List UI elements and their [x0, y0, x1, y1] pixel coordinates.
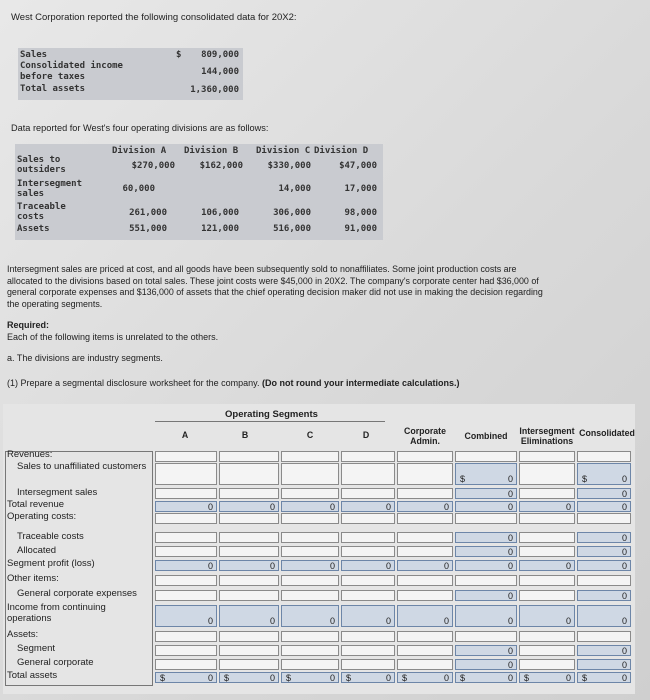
worksheet-input-cell[interactable] — [155, 590, 217, 601]
worksheet-input-cell[interactable] — [455, 513, 517, 524]
worksheet-input-cell[interactable] — [455, 672, 517, 683]
col-header-eliminations: Intersegment Eliminations — [519, 426, 575, 446]
worksheet-input-cell[interactable] — [155, 672, 217, 683]
worksheet-input-cell[interactable] — [577, 560, 631, 571]
worksheet-input-cell[interactable] — [281, 590, 339, 601]
worksheet-cell-value: 0 — [385, 673, 391, 683]
division-cell: 60,000 — [122, 184, 155, 194]
row-label-allocated: Allocated — [17, 545, 57, 556]
worksheet-cell-value: 0 — [507, 561, 513, 571]
consolidated-label-income: Consolidated income before taxes — [20, 61, 123, 82]
worksheet-cell-value: 0 — [565, 502, 571, 512]
worksheet-cell-value: 0 — [443, 616, 449, 626]
worksheet-input-cell[interactable] — [577, 605, 631, 627]
dollar-sign: $ — [460, 673, 466, 683]
worksheet-input-cell[interactable] — [281, 659, 339, 670]
row-label-sales-unaffiliated: Sales to unaffiliated customers — [17, 461, 147, 472]
consolidated-value-sales: 809,000 — [201, 50, 239, 60]
part-1-text: (1) Prepare a segmental disclosure worksheet for the company. — [7, 378, 260, 388]
worksheet-input-cell[interactable] — [155, 488, 217, 499]
dollar-sign: $ — [582, 673, 588, 683]
worksheet-input-cell[interactable] — [219, 488, 279, 499]
worksheet-input-cell[interactable] — [281, 463, 339, 485]
division-cell: $162,000 — [199, 161, 243, 171]
worksheet-input-cell[interactable] — [219, 463, 279, 485]
consolidated-label-assets: Total assets — [20, 84, 86, 94]
divisions-data-table — [15, 144, 383, 240]
division-header-a: Division A — [112, 146, 167, 156]
dollar-sign: $ — [224, 673, 230, 683]
worksheet-cell-value: 0 — [621, 533, 627, 543]
intro-text: West Corporation reported the following consolidated data for 20X2: — [11, 12, 297, 23]
row-label-total-revenue: Total revenue — [7, 499, 65, 510]
worksheet-cell-value: 0 — [507, 616, 513, 626]
worksheet-input-cell[interactable] — [219, 532, 279, 543]
division-cell: 17,000 — [344, 184, 377, 194]
worksheet-cell-value: 0 — [565, 673, 571, 683]
worksheet-input-cell[interactable] — [519, 451, 575, 462]
worksheet-input-cell[interactable] — [397, 501, 453, 512]
division-cell: $330,000 — [267, 161, 311, 171]
required-block — [7, 320, 218, 343]
dollar-sign: $ — [402, 673, 408, 683]
worksheet-input-cell[interactable] — [155, 451, 217, 462]
worksheet-cell-value: 0 — [507, 474, 513, 484]
worksheet-cell-value: 0 — [621, 561, 627, 571]
worksheet-input-cell[interactable] — [397, 659, 453, 670]
row-label-segment-profit: Segment profit (loss) — [7, 558, 95, 569]
worksheet-input-cell[interactable] — [341, 546, 395, 557]
worksheet-input-cell[interactable] — [577, 645, 631, 656]
dollar-sign: $ — [524, 673, 530, 683]
problem-paragraph: Intersegment sales are priced at cost, and all goods have been subsequently sold to nonaffiliates. Some joint production costs are allocated to the divisions based on total sales. These joint costs were $45,000 in 20X2. The company's corporate center had $36,000 of general corporate expenses and $136,000 of assets that the chief operating decision maker did not use in making the decision regarding the operating segments. — [7, 264, 543, 309]
worksheet-cell-value: 0 — [621, 489, 627, 499]
worksheet-input-cell[interactable] — [397, 451, 453, 462]
worksheet-cell-value: 0 — [269, 502, 275, 512]
worksheet-input-cell[interactable] — [397, 672, 453, 683]
col-header-b: B — [241, 430, 249, 440]
row-label-other-items: Other items: — [7, 573, 59, 584]
dollar-sign: $ — [582, 474, 588, 484]
worksheet-input-cell[interactable] — [219, 605, 279, 627]
worksheet-input-cell[interactable] — [455, 590, 517, 601]
col-header-d: D — [362, 430, 370, 440]
worksheet-input-cell[interactable] — [577, 590, 631, 601]
worksheet-cell-value: 0 — [443, 673, 449, 683]
worksheet-input-cell[interactable] — [219, 672, 279, 683]
worksheet-input-cell[interactable] — [281, 513, 339, 524]
worksheet-input-cell[interactable] — [519, 532, 575, 543]
worksheet-input-cell[interactable] — [577, 659, 631, 670]
worksheet-input-cell[interactable] — [519, 575, 575, 586]
worksheet-input-cell[interactable] — [219, 631, 279, 642]
division-cell: 551,000 — [129, 224, 167, 234]
division-cell: 516,000 — [273, 224, 311, 234]
row-label-intersegment-sales: Intersegment sales — [17, 487, 98, 498]
worksheet-cell-value: 0 — [207, 616, 213, 626]
worksheet-input-cell[interactable] — [155, 532, 217, 543]
worksheet-input-cell[interactable] — [155, 575, 217, 586]
worksheet-input-cell[interactable] — [155, 605, 217, 627]
worksheet-input-cell[interactable] — [281, 488, 339, 499]
part-a-text: a. The divisions are industry segments. — [7, 353, 163, 363]
worksheet-input-cell[interactable] — [219, 645, 279, 656]
division-row-label: Sales to outsiders — [17, 155, 66, 175]
row-label-general-corporate: General corporate — [17, 657, 94, 668]
worksheet-cell-value: 0 — [507, 591, 513, 601]
worksheet-input-cell[interactable] — [281, 501, 339, 512]
worksheet-input-cell[interactable] — [281, 645, 339, 656]
row-label-general-corporate-expenses: General corporate expenses — [17, 588, 137, 599]
worksheet-input-cell[interactable] — [519, 463, 575, 485]
worksheet-input-cell[interactable] — [455, 463, 517, 485]
worksheet-input-cell[interactable] — [577, 532, 631, 543]
worksheet-cell-value: 0 — [329, 561, 335, 571]
worksheet-input-cell[interactable] — [341, 501, 395, 512]
worksheet-input-cell[interactable] — [577, 501, 631, 512]
operating-segments-header: Operating Segments — [225, 409, 318, 420]
worksheet-input-cell[interactable] — [219, 546, 279, 557]
division-cell: 98,000 — [344, 208, 377, 218]
worksheet-input-cell[interactable] — [519, 659, 575, 670]
required-text: Each of the following items is unrelated to the others. — [7, 331, 219, 342]
worksheet-input-cell[interactable] — [281, 451, 339, 462]
row-label-operating-costs: Operating costs: — [7, 511, 77, 522]
worksheet-cell-value: 0 — [565, 616, 571, 626]
col-header-c: C — [306, 430, 314, 440]
row-label-revenues: Revenues: — [7, 449, 53, 460]
worksheet-input-cell[interactable] — [577, 451, 631, 462]
worksheet-input-cell[interactable] — [219, 575, 279, 586]
worksheet-cell-value: 0 — [621, 673, 627, 683]
worksheet-cell-value: 0 — [269, 561, 275, 571]
worksheet-cell-value: 0 — [507, 533, 513, 543]
worksheet-cell-value: 0 — [269, 673, 275, 683]
worksheet-input-cell[interactable] — [155, 560, 217, 571]
worksheet-input-cell[interactable] — [397, 560, 453, 571]
row-label-income-continuing: Income from continuing operations — [7, 602, 106, 624]
worksheet-input-cell[interactable] — [341, 672, 395, 683]
worksheet-input-cell[interactable] — [155, 645, 217, 656]
worksheet-cell-value: 0 — [385, 561, 391, 571]
worksheet-input-cell[interactable] — [341, 463, 395, 485]
dollar-sign: $ — [160, 673, 166, 683]
row-label-segment: Segment — [17, 643, 56, 654]
worksheet-input-cell[interactable] — [519, 672, 575, 683]
part-1-note: (Do not round your intermediate calculations.) — [261, 378, 460, 388]
worksheet-input-cell[interactable] — [397, 488, 453, 499]
col-header-a: A — [181, 430, 189, 440]
worksheet-input-cell[interactable] — [455, 575, 517, 586]
worksheet-input-cell[interactable] — [341, 532, 395, 543]
division-row-label: Traceable costs — [17, 202, 66, 222]
worksheet-cell-value: 0 — [207, 561, 213, 571]
worksheet-input-cell[interactable] — [455, 451, 517, 462]
worksheet-input-cell[interactable] — [341, 659, 395, 670]
worksheet-input-cell[interactable] — [519, 546, 575, 557]
worksheet-input-cell[interactable] — [341, 560, 395, 571]
worksheet-input-cell[interactable] — [281, 672, 339, 683]
worksheet-cell-value: 0 — [621, 660, 627, 670]
worksheet-cell-value: 0 — [329, 673, 335, 683]
worksheet-input-cell[interactable] — [577, 546, 631, 557]
worksheet-cell-value: 0 — [507, 673, 513, 683]
worksheet-input-cell[interactable] — [519, 645, 575, 656]
worksheet-input-cell[interactable] — [219, 659, 279, 670]
worksheet-cell-value: 0 — [207, 502, 213, 512]
worksheet-input-cell[interactable] — [155, 463, 217, 485]
worksheet-cell-value: 0 — [329, 502, 335, 512]
worksheet-input-cell[interactable] — [455, 532, 517, 543]
worksheet-cell-value: 0 — [621, 502, 627, 512]
dollar-sign: $ — [286, 673, 292, 683]
worksheet-input-cell[interactable] — [397, 631, 453, 642]
worksheet-input-cell[interactable] — [455, 488, 517, 499]
worksheet-input-cell[interactable] — [397, 463, 453, 485]
worksheet-input-cell[interactable] — [455, 645, 517, 656]
col-header-combined: Combined — [464, 431, 508, 441]
worksheet-cell-value: 0 — [329, 616, 335, 626]
worksheet-input-cell[interactable] — [455, 560, 517, 571]
worksheet-cell-value: 0 — [385, 502, 391, 512]
worksheet-cell-value: 0 — [621, 646, 627, 656]
worksheet-cell-value: 0 — [443, 561, 449, 571]
division-row-label: Intersegment sales — [17, 179, 83, 199]
division-cell: 306,000 — [273, 208, 311, 218]
worksheet-input-cell[interactable] — [397, 532, 453, 543]
division-cell: 121,000 — [201, 224, 239, 234]
worksheet-input-cell[interactable] — [455, 605, 517, 627]
worksheet-cell-value: 0 — [385, 616, 391, 626]
worksheet-input-cell[interactable] — [577, 575, 631, 586]
worksheet-input-cell[interactable] — [577, 463, 631, 485]
required-title: Required: — [7, 320, 50, 330]
worksheet-input-cell[interactable] — [155, 546, 217, 557]
consolidated-value-assets: 1,360,000 — [190, 85, 239, 95]
col-header-corporate: Corporate Admin. — [403, 426, 447, 446]
consolidated-value-income: 144,000 — [201, 67, 239, 77]
worksheet-input-cell[interactable] — [219, 451, 279, 462]
worksheet-input-cell[interactable] — [397, 546, 453, 557]
row-label-assets: Assets: — [7, 629, 39, 640]
division-header-c: Division C — [256, 146, 311, 156]
worksheet-input-cell[interactable] — [341, 488, 395, 499]
worksheet-input-cell[interactable] — [397, 645, 453, 656]
consolidated-label-sales: Sales — [20, 50, 48, 60]
worksheet-input-cell[interactable] — [519, 605, 575, 627]
row-label-total-assets: Total assets — [7, 670, 58, 681]
worksheet-cell-value: 0 — [507, 660, 513, 670]
worksheet-input-cell[interactable] — [341, 631, 395, 642]
worksheet-input-cell[interactable] — [155, 659, 217, 670]
worksheet-cell-value: 0 — [269, 616, 275, 626]
worksheet-input-cell[interactable] — [397, 590, 453, 601]
worksheet-cell-value: 0 — [207, 673, 213, 683]
worksheet-input-cell[interactable] — [577, 513, 631, 524]
division-header-b: Division B — [184, 146, 239, 156]
division-cell: 14,000 — [278, 184, 311, 194]
worksheet-input-cell[interactable] — [155, 631, 217, 642]
worksheet-input-cell[interactable] — [455, 546, 517, 557]
worksheet-input-cell[interactable] — [281, 560, 339, 571]
dollar-sign: $ — [346, 673, 352, 683]
worksheet-input-cell[interactable] — [341, 645, 395, 656]
worksheet-input-cell[interactable] — [155, 513, 217, 524]
worksheet-input-cell[interactable] — [397, 513, 453, 524]
worksheet-cell-value: 0 — [621, 591, 627, 601]
worksheet-input-cell[interactable] — [577, 631, 631, 642]
row-label-traceable-costs: Traceable costs — [17, 531, 84, 542]
worksheet-cell-value: 0 — [565, 561, 571, 571]
part-1-instruction — [7, 378, 460, 388]
division-cell: 91,000 — [344, 224, 377, 234]
worksheet-input-cell[interactable] — [219, 501, 279, 512]
col-header-consolidated: Consolidated — [579, 428, 635, 438]
worksheet-input-cell[interactable] — [519, 513, 575, 524]
worksheet-input-cell[interactable] — [219, 560, 279, 571]
worksheet-input-cell[interactable] — [219, 590, 279, 601]
worksheet-cell-value: 0 — [443, 502, 449, 512]
worksheet-cell-value: 0 — [621, 547, 627, 557]
dollar-sign: $ — [460, 474, 466, 484]
worksheet-input-cell[interactable] — [397, 575, 453, 586]
worksheet-input-cell[interactable] — [341, 590, 395, 601]
worksheet-input-cell[interactable] — [519, 590, 575, 601]
worksheet-input-cell[interactable] — [397, 605, 453, 627]
worksheet-cell-value: 0 — [507, 646, 513, 656]
worksheet-cell-value: 0 — [621, 616, 627, 626]
worksheet-input-cell[interactable] — [519, 501, 575, 512]
worksheet-input-cell[interactable] — [519, 488, 575, 499]
worksheet-input-cell[interactable] — [519, 560, 575, 571]
division-cell: 106,000 — [201, 208, 239, 218]
worksheet-input-cell[interactable] — [281, 546, 339, 557]
worksheet-input-cell[interactable] — [455, 659, 517, 670]
worksheet-cell-value: 0 — [507, 547, 513, 557]
worksheet-input-cell[interactable] — [341, 451, 395, 462]
division-cell: $47,000 — [339, 161, 377, 171]
worksheet-input-cell[interactable] — [341, 605, 395, 627]
worksheet-input-cell[interactable] — [219, 513, 279, 524]
division-header-d: Division D — [314, 146, 369, 156]
worksheet-input-cell[interactable] — [281, 605, 339, 627]
consolidated-currency: $ — [176, 50, 182, 60]
worksheet-input-cell[interactable] — [577, 488, 631, 499]
worksheet-input-cell[interactable] — [577, 672, 631, 683]
divisions-intro-text: Data reported for West's four operating divisions are as follows: — [11, 123, 269, 133]
worksheet-input-cell[interactable] — [455, 501, 517, 512]
division-cell: $270,000 — [131, 161, 175, 171]
worksheet-input-cell[interactable] — [281, 575, 339, 586]
worksheet-input-cell[interactable] — [155, 501, 217, 512]
worksheet-cell-value: 0 — [621, 474, 627, 484]
worksheet-input-cell[interactable] — [341, 513, 395, 524]
division-cell: 261,000 — [129, 208, 167, 218]
consolidated-data-table — [18, 48, 243, 100]
header-divider — [155, 421, 385, 422]
worksheet-cell-value: 0 — [507, 502, 513, 512]
worksheet-input-cell[interactable] — [455, 631, 517, 642]
worksheet-input-cell[interactable] — [341, 575, 395, 586]
worksheet-input-cell[interactable] — [281, 631, 339, 642]
worksheet-input-cell[interactable] — [281, 532, 339, 543]
worksheet-cell-value: 0 — [507, 489, 513, 499]
division-row-label: Assets — [17, 224, 50, 234]
worksheet-input-cell[interactable] — [519, 631, 575, 642]
